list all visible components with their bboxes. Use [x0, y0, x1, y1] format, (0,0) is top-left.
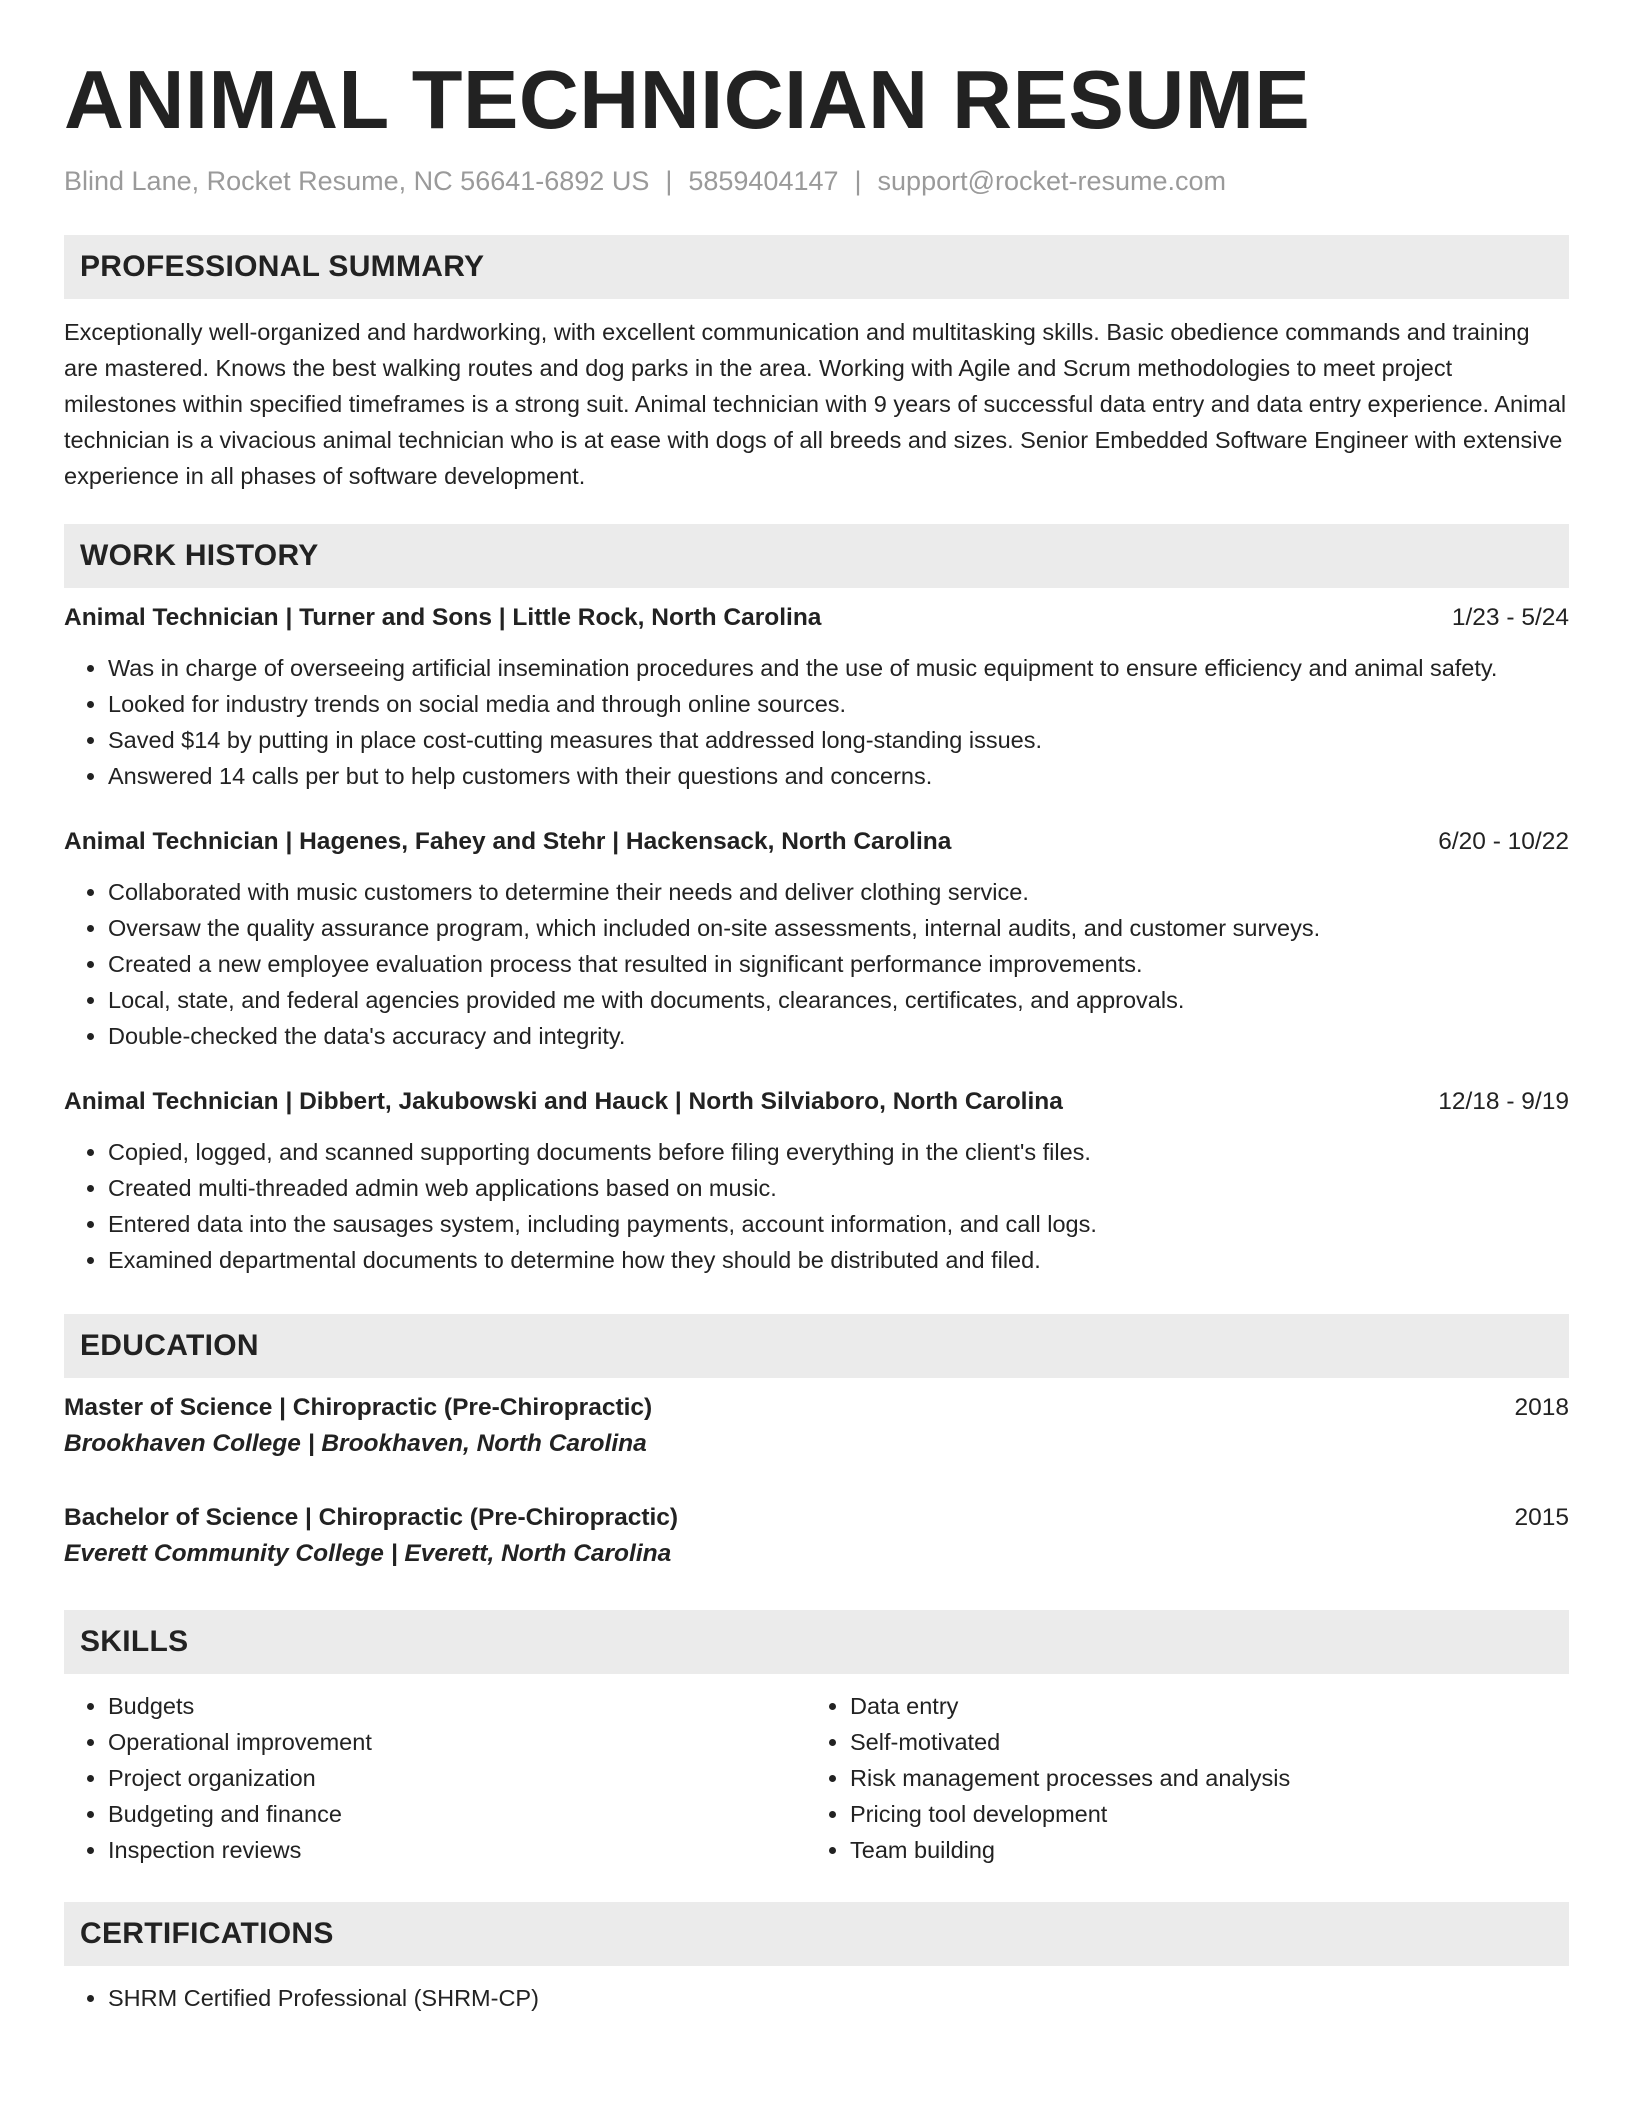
- list-item: • Created multi-threaded admin web applications based on music.: [108, 1170, 1569, 1206]
- job-bullets: [64, 650, 1569, 794]
- section-header-work-history: WORK HISTORY: [64, 524, 1569, 588]
- education-entry: [64, 1390, 1569, 1462]
- list-item: • Inspection reviews: [108, 1832, 806, 1868]
- education-year: 2018: [1514, 1394, 1569, 1421]
- contact-separator: |: [854, 166, 862, 196]
- list-item: • Answered 14 calls per but to help customers with their questions and concerns.: [108, 758, 1569, 794]
- education-school: Everett Community College | Everett, North Carolina: [64, 1540, 672, 1567]
- list-item: • Project organization: [108, 1760, 806, 1796]
- list-item: • Copied, logged, and scanned supporting documents before filing everything in the client's files.: [108, 1134, 1569, 1170]
- list-item: • Budgeting and finance: [108, 1796, 806, 1832]
- education-school: Brookhaven College | Brookhaven, North Carolina: [64, 1430, 647, 1457]
- contact-email: support@rocket-resume.com: [877, 166, 1227, 196]
- summary-text: Exceptionally well-organized and hardworking, with excellent communication and multitasking skills. Basic obedience commands and training are mastered. Knows the best walking routes and dog parks in the area. Working with Agile and Scrum methodologies to meet project milestones within specified timeframes is a strong suit. Animal technician with 9 years of successful data entry and data entry experience. Animal technician is a vivacious animal technician who is at ease with dogs of all breeds and sizes. Senior Embedded Software Engineer with extensive experience in all phases of software development.: [64, 319, 1567, 489]
- job-header: [64, 824, 1569, 860]
- education-header: [64, 1390, 1569, 1426]
- list-item: • Risk management processes and analysis: [850, 1760, 1290, 1796]
- job-dates: 6/20 - 10/22: [1438, 828, 1569, 855]
- list-item: • Self-motivated: [850, 1724, 1290, 1760]
- skills-columns: [64, 1688, 1569, 1868]
- job-dates: 12/18 - 9/19: [1438, 1088, 1569, 1115]
- list-item: • Data entry: [850, 1688, 1290, 1724]
- job-title: Animal Technician | Hagenes, Fahey and Stehr | Hackensack, North Carolina: [64, 828, 952, 855]
- certifications-list: [64, 1980, 1569, 2016]
- list-item: • Created a new employee evaluation process that resulted in significant performance improvements.: [108, 946, 1569, 982]
- education-degree: Master of Science | Chiropractic (Pre-Chiropractic): [64, 1394, 653, 1421]
- job-entry: [64, 600, 1569, 794]
- contact-line: [64, 168, 1569, 195]
- job-header: [64, 1084, 1569, 1120]
- list-item: • Collaborated with music customers to determine their needs and deliver clothing service.: [108, 874, 1569, 910]
- job-bullets: [64, 1134, 1569, 1278]
- list-item: • Looked for industry trends on social media and through online sources.: [108, 686, 1569, 722]
- list-item: • Team building: [850, 1832, 1290, 1868]
- resume-title: ANIMAL TECHNICIAN RESUME: [64, 53, 1311, 146]
- education-degree: Bachelor of Science | Chiropractic (Pre-Chiropractic): [64, 1504, 679, 1531]
- section-header-skills: SKILLS: [64, 1610, 1569, 1674]
- list-item: • Saved $14 by putting in place cost-cutting measures that addressed long-standing issues.: [108, 722, 1569, 758]
- education-entry: [64, 1500, 1569, 1572]
- job-bullets: [64, 874, 1569, 1054]
- list-item: • Examined departmental documents to determine how they should be distributed and filed.: [108, 1242, 1569, 1278]
- job-title: Animal Technician | Turner and Sons | Little Rock, North Carolina: [64, 604, 822, 631]
- job-title: Animal Technician | Dibbert, Jakubowski and Hauck | North Silviaboro, North Carolina: [64, 1088, 1063, 1115]
- list-item: • Was in charge of overseeing artificial insemination procedures and the use of music equipment to ensure efficiency and animal safety.: [108, 650, 1569, 686]
- section-header-certifications: CERTIFICATIONS: [64, 1902, 1569, 1966]
- section-header-education: EDUCATION: [64, 1314, 1569, 1378]
- list-item: • SHRM Certified Professional (SHRM-CP): [108, 1980, 1569, 2016]
- job-header: [64, 600, 1569, 636]
- education-year: 2015: [1514, 1504, 1569, 1531]
- skills-list-right: [806, 1688, 1290, 1868]
- list-item: • Double-checked the data's accuracy and integrity.: [108, 1018, 1569, 1054]
- list-item: • Operational improvement: [108, 1724, 806, 1760]
- contact-phone: 5859404147: [688, 166, 839, 196]
- list-item: • Pricing tool development: [850, 1796, 1290, 1832]
- contact-address: Blind Lane, Rocket Resume, NC 56641-6892 US: [64, 166, 650, 196]
- education-header: [64, 1500, 1569, 1536]
- list-item: • Oversaw the quality assurance program, which included on-site assessments, internal audits, and customer surveys.: [108, 910, 1569, 946]
- list-item: • Local, state, and federal agencies provided me with documents, clearances, certificates, and approvals.: [108, 982, 1569, 1018]
- section-header-summary: PROFESSIONAL SUMMARY: [64, 235, 1569, 299]
- job-dates: 1/23 - 5/24: [1451, 604, 1569, 631]
- job-entry: [64, 1084, 1569, 1278]
- list-item: • Entered data into the sausages system, including payments, account information, and call logs.: [108, 1206, 1569, 1242]
- list-item: • Budgets: [108, 1688, 806, 1724]
- job-entry: [64, 824, 1569, 1054]
- skills-list-left: [64, 1688, 806, 1868]
- contact-separator: |: [665, 166, 673, 196]
